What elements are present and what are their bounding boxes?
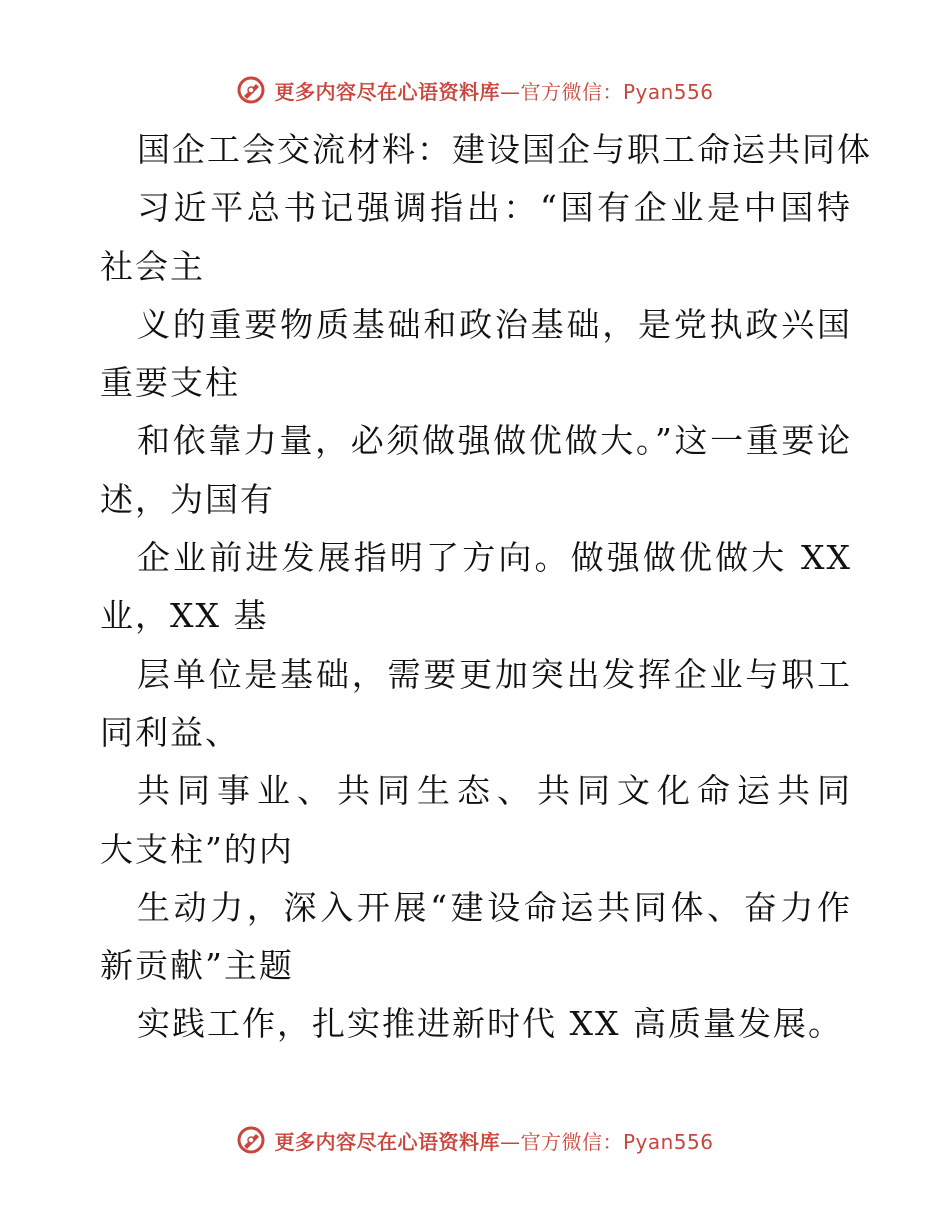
footer-text — [274, 1126, 713, 1155]
footer-banner — [0, 1120, 950, 1160]
doc-line: 层单位是基础，需要更加突出发挥企业与职工 — [137, 654, 852, 694]
doc-line: 和依靠力量，必须做强做优做大。”这一重要论 — [137, 421, 852, 461]
doc-line: 述，为国有 — [100, 479, 275, 519]
doc-line: 大支柱”的内 — [100, 829, 294, 869]
footer-contact: —官方微信：Pyan556 — [499, 1129, 714, 1154]
footer-brand: 更多内容尽在心语资料库 — [274, 1129, 500, 1154]
doc-line: 共同事业、共同生态、共同文化命运共同 — [137, 771, 852, 811]
doc-line: 企业前进发展指明了方向。做强做优做大 XX — [137, 538, 852, 578]
doc-line: 新贡献”主题 — [100, 946, 294, 986]
doc-line: 实践工作，扎实推进新时代 XX 高质量发展。 — [137, 1004, 843, 1044]
doc-line: 习近平总书记强调指出：“国有企业是中国特 — [137, 188, 852, 228]
document-body — [100, 121, 872, 1054]
header-contact: —官方微信：Pyan556 — [499, 79, 714, 104]
doc-line: 同利益、 — [100, 712, 240, 752]
pen-logo-icon — [236, 75, 266, 105]
doc-line: 义的重要物质基础和政治基础，是党执政兴国 — [137, 304, 852, 344]
doc-line: 重要支柱 — [100, 363, 240, 403]
doc-line: 业，XX 基 — [100, 596, 269, 636]
doc-line: 生动力，深入开展“建设命运共同体、奋力作 — [137, 887, 852, 927]
header-banner — [0, 70, 950, 110]
pen-logo-icon — [236, 1125, 266, 1155]
header-text — [274, 76, 713, 105]
doc-title: 国企工会交流材料：建设国企与职工命运共同体 — [137, 130, 872, 169]
header-brand: 更多内容尽在心语资料库 — [274, 79, 500, 104]
doc-line: 社会主 — [100, 246, 205, 286]
